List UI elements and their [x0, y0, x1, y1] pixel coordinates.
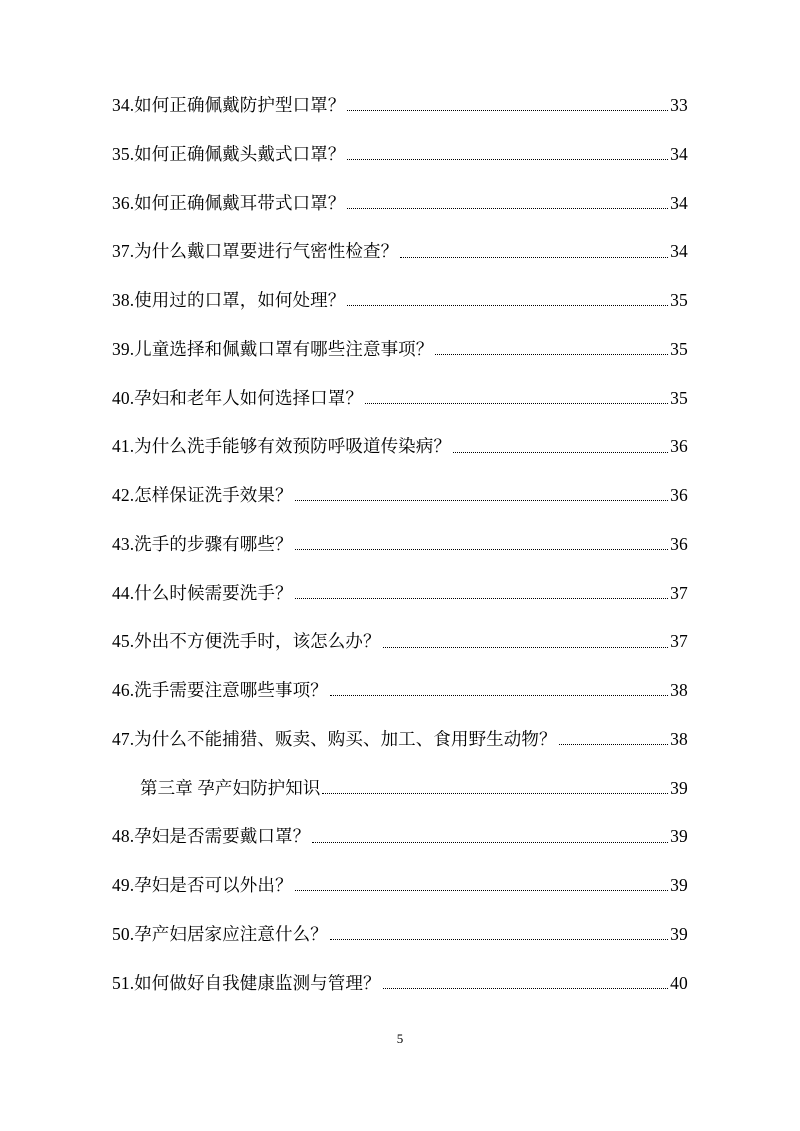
toc-entry[interactable]: [112, 291, 688, 310]
toc-leader-dots: [400, 256, 668, 258]
toc-entry[interactable]: [112, 340, 688, 359]
toc-entry-page-number: 36: [670, 533, 688, 554]
toc-entry[interactable]: [112, 584, 688, 603]
toc-leader-dots: [295, 548, 669, 550]
toc-entry[interactable]: [112, 389, 688, 408]
toc-entry[interactable]: [112, 632, 688, 651]
toc-leader-dots: [330, 694, 668, 696]
toc-entry[interactable]: [112, 876, 688, 895]
toc-entry-page-number: 35: [670, 338, 688, 359]
toc-entry-page-number: 33: [670, 95, 688, 115]
toc-leader-dots: [435, 353, 668, 355]
toc-entry-title: 50.孕产妇居家应注意什么？: [112, 923, 328, 944]
toc-entry-page-number: 34: [670, 143, 688, 164]
toc-entry[interactable]: [112, 730, 688, 749]
toc-entry[interactable]: [112, 925, 688, 944]
toc-entry[interactable]: [112, 827, 688, 846]
toc-leader-dots: [365, 402, 668, 404]
toc-entry[interactable]: [112, 437, 688, 456]
toc-leader-dots: [383, 987, 669, 989]
toc-leader-dots: [295, 597, 669, 599]
toc-entry-page-number: 37: [670, 582, 688, 603]
toc-entry-page-number: 39: [670, 875, 688, 895]
toc-entry[interactable]: [112, 96, 688, 115]
toc-leader-dots: [295, 499, 669, 501]
toc-entry-page-number: 37: [670, 631, 688, 652]
toc-entry-title: 35.如何正确佩戴头戴式口罩？: [112, 143, 346, 164]
toc-entry-page-number: 34: [670, 192, 688, 213]
toc-entry-title: 41.为什么洗手能够有效预防呼吸道传染病？: [112, 436, 451, 457]
toc-leader-dots: [559, 743, 669, 745]
toc-entry[interactable]: [112, 486, 688, 505]
toc-leader-dots: [347, 207, 668, 209]
toc-entry-title: 47.为什么不能捕猎、贩卖、购买、加工、食用野生动物？: [112, 728, 557, 749]
toc-entry-page-number: 38: [670, 728, 688, 749]
toc-entry-title: 39.儿童选择和佩戴口罩有哪些注意事项？: [112, 338, 434, 359]
toc-entry-title: 36.如何正确佩戴耳带式口罩？: [112, 192, 346, 213]
toc-entry-page-number: 40: [670, 972, 688, 993]
toc-leader-dots: [347, 158, 668, 160]
toc-entry-title: 37.为什么戴口罩要进行气密性检查？: [112, 241, 399, 262]
page-number: 5: [396, 1031, 404, 1046]
toc-entry[interactable]: [112, 145, 688, 164]
toc-leader-dots: [383, 646, 669, 648]
toc-leader-dots: [453, 451, 668, 453]
toc-entry-title: 45.外出不方便洗手时，该怎么办？: [112, 631, 381, 652]
toc-entry-title: 第三章 孕产妇防护知识: [140, 777, 321, 798]
toc-leader-dots: [322, 792, 668, 794]
toc-entry-title: 46.洗手需要注意哪些事项？: [112, 680, 328, 700]
toc-entry-page-number: 38: [670, 680, 688, 700]
toc-entry-page-number: 39: [670, 923, 688, 944]
toc-leader-dots: [312, 841, 668, 843]
toc-entry[interactable]: [112, 974, 688, 993]
toc-entry-title: 48.孕妇是否需要戴口罩？: [112, 826, 311, 847]
toc-leader-dots: [347, 304, 668, 306]
toc-entry-page-number: 35: [670, 290, 688, 310]
toc-entry-page-number: 36: [670, 436, 688, 457]
toc-entry[interactable]: [112, 681, 688, 700]
toc-entry[interactable]: [112, 535, 688, 554]
toc-entry-page-number: 39: [670, 826, 688, 847]
toc-leader-dots: [347, 109, 668, 111]
toc-entry-title: 42.怎样保证洗手效果？: [112, 485, 293, 505]
toc-entry-page-number: 36: [670, 485, 688, 505]
toc-entry[interactable]: [112, 779, 688, 798]
toc-entry-page-number: 39: [670, 777, 688, 798]
toc-entry-title: 40.孕妇和老年人如何选择口罩？: [112, 387, 363, 408]
toc-entry-page-number: 34: [670, 241, 688, 262]
table-of-contents: [112, 96, 688, 993]
toc-entry-title: 49.孕妇是否可以外出？: [112, 875, 293, 895]
toc-entry-title: 51.如何做好自我健康监测与管理？: [112, 972, 381, 993]
toc-leader-dots: [330, 938, 668, 940]
toc-entry[interactable]: [112, 194, 688, 213]
toc-entry-title: 34.如何正确佩戴防护型口罩？: [112, 95, 346, 115]
toc-entry-title: 44.什么时候需要洗手？: [112, 582, 293, 603]
toc-entry-title: 43.洗手的步骤有哪些？: [112, 533, 293, 554]
toc-entry-title: 38.使用过的口罩，如何处理？: [112, 290, 346, 310]
toc-entry-page-number: 35: [670, 387, 688, 408]
toc-entry[interactable]: [112, 242, 688, 261]
toc-leader-dots: [295, 889, 669, 891]
